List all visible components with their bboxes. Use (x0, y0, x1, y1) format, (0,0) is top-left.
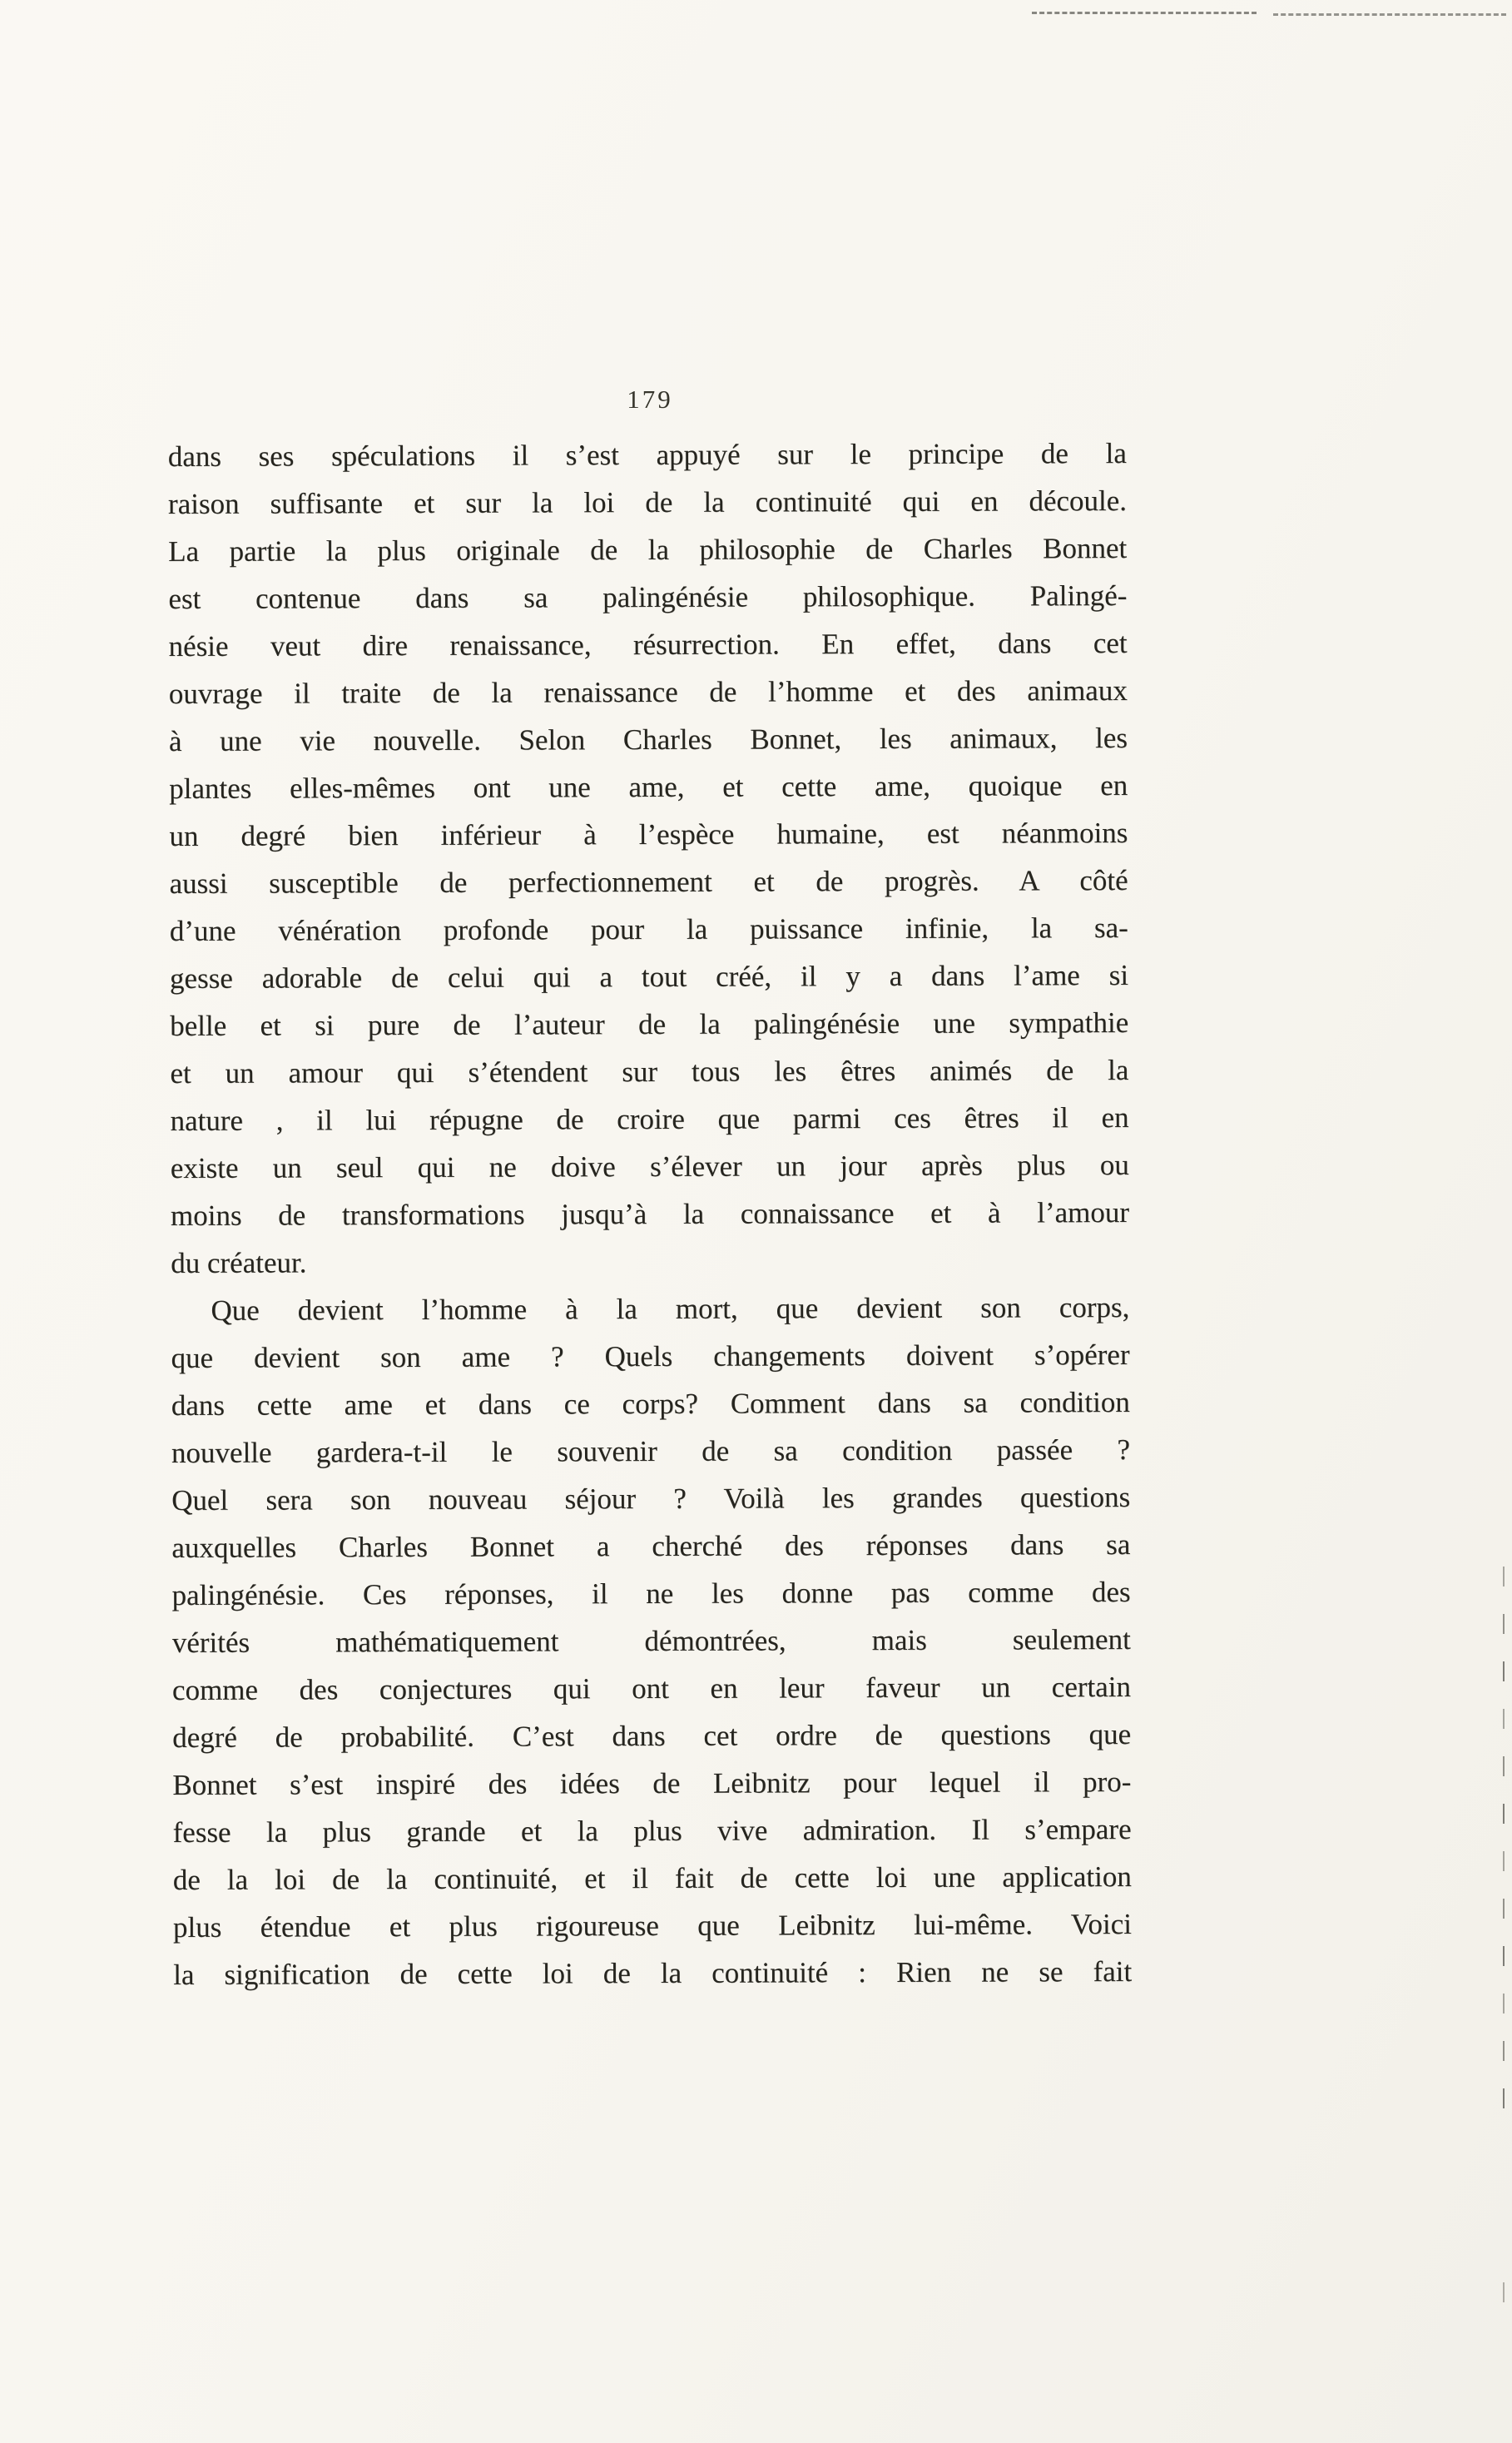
scan-artifact-dashed-line (1032, 12, 1257, 14)
scan-artifact-tick (1503, 2041, 1505, 2061)
text-line: gesse adorable de celui qui a tout créé, il y a dans l’ame si (169, 958, 1129, 996)
scan-artifact-tick (1503, 1661, 1505, 1681)
paragraph (171, 1284, 1132, 1999)
text-line: du créateur. (171, 1246, 307, 1280)
text-line: plantes elles-mêmes ont une ame, et cette ame, quoique en (169, 768, 1128, 806)
text-line: La partie la plus originale de la philosophie de Charles Bonnet (168, 531, 1128, 569)
text-line: un degré bien inférieur à l’espèce humaine, est néanmoins (169, 816, 1128, 853)
text-line: est contenue dans sa palingénésie philosophique. Palingé- (168, 578, 1128, 616)
scan-artifact-tick (1503, 1756, 1505, 1776)
text-line: palingénésie. Ces réponses, il ne les donne pas comme des (171, 1575, 1131, 1612)
text-line: dans cette ame et dans ce corps? Comment dans sa condition (171, 1385, 1130, 1423)
page-number: 179 (627, 385, 673, 414)
scan-artifact-tick (1503, 1614, 1505, 1634)
text-line: ouvrage il traite de la renaissance de l’homme et des animaux (168, 673, 1128, 711)
scan-artifact-tick (1503, 1851, 1505, 1871)
paragraph (168, 430, 1130, 1287)
text-line: que devient son ame ? Quels changements doivent s’opérer (171, 1338, 1130, 1375)
text-line: Que devient l’homme à la mort, que devient son corps, (211, 1290, 1130, 1327)
text-line: et un amour qui s’étendent sur tous les êtres animés de la (170, 1053, 1129, 1090)
scan-artifact-tick (1503, 1567, 1505, 1586)
text-line: existe un seul qui ne doive s’élever un jour après plus ou (170, 1148, 1129, 1185)
text-line: à une vie nouvelle. Selon Charles Bonnet, les animaux, les (168, 721, 1128, 758)
scan-artifact-tick (1503, 1709, 1505, 1729)
text-line: moins de transformations jusqu’à la connaissance et à l’amour (170, 1195, 1130, 1233)
text-line: raison suffisante et sur la loi de la continuité qui en découle. (167, 484, 1128, 521)
scan-artifact-tick (1503, 1994, 1505, 2013)
scan-artifact-tick (1503, 2282, 1505, 2302)
text-line: nouvelle gardera-t-il le souvenir de sa condition passée ? (171, 1433, 1131, 1470)
text-line: aussi susceptible de perfectionnement et de progrès. A côté (169, 863, 1128, 901)
body-text (168, 430, 1133, 1999)
text-line: fesse la plus grande et la plus vive admiration. Il s’empare (172, 1812, 1132, 1850)
scan-artifact-tick (1503, 1946, 1505, 1966)
text-line: nature , il lui répugne de croire que parmi ces êtres il en (170, 1100, 1129, 1138)
text-line: comme des conjectures qui ont en leur faveur un certain (171, 1670, 1132, 1707)
text-line: dans ses spéculations il s’est appuyé sur le principe de la (167, 436, 1127, 474)
text-line: de la loi de la continuité, et il fait de cette loi une application (172, 1860, 1132, 1897)
text-line: auxquelles Charles Bonnet a cherché des réponses dans sa (171, 1527, 1131, 1565)
text-line: belle et si pure de l’auteur de la palingénésie une sympathie (170, 1006, 1129, 1043)
text-line: la signification de cette loi de la continuité : Rien ne se fait (173, 1954, 1133, 1992)
text-line: degré de probabilité. C’est dans cet ordre de questions que (172, 1717, 1132, 1755)
scan-artifact-dashed-line (1273, 13, 1506, 16)
scan-artifact-tick (1503, 1804, 1505, 1824)
text-line: Bonnet s’est inspiré des idées de Leibnitz pour lequel il pro- (172, 1765, 1132, 1802)
scan-artifact-tick (1503, 2088, 1505, 2108)
text-line: nésie veut dire renaissance, résurrection. En effet, dans cet (168, 626, 1128, 663)
scan-artifact-tick (1503, 1899, 1505, 1919)
text-line: d’une vénération profonde pour la puissance infinie, la sa- (169, 911, 1128, 948)
text-line: plus étendue et plus rigoureuse que Leibnitz lui-même. Voici (172, 1907, 1133, 1944)
text-line: Quel sera son nouveau séjour ? Voilà les grandes questions (171, 1480, 1131, 1517)
text-line: vérités mathématiquement démontrées, mais seulement (171, 1622, 1131, 1660)
